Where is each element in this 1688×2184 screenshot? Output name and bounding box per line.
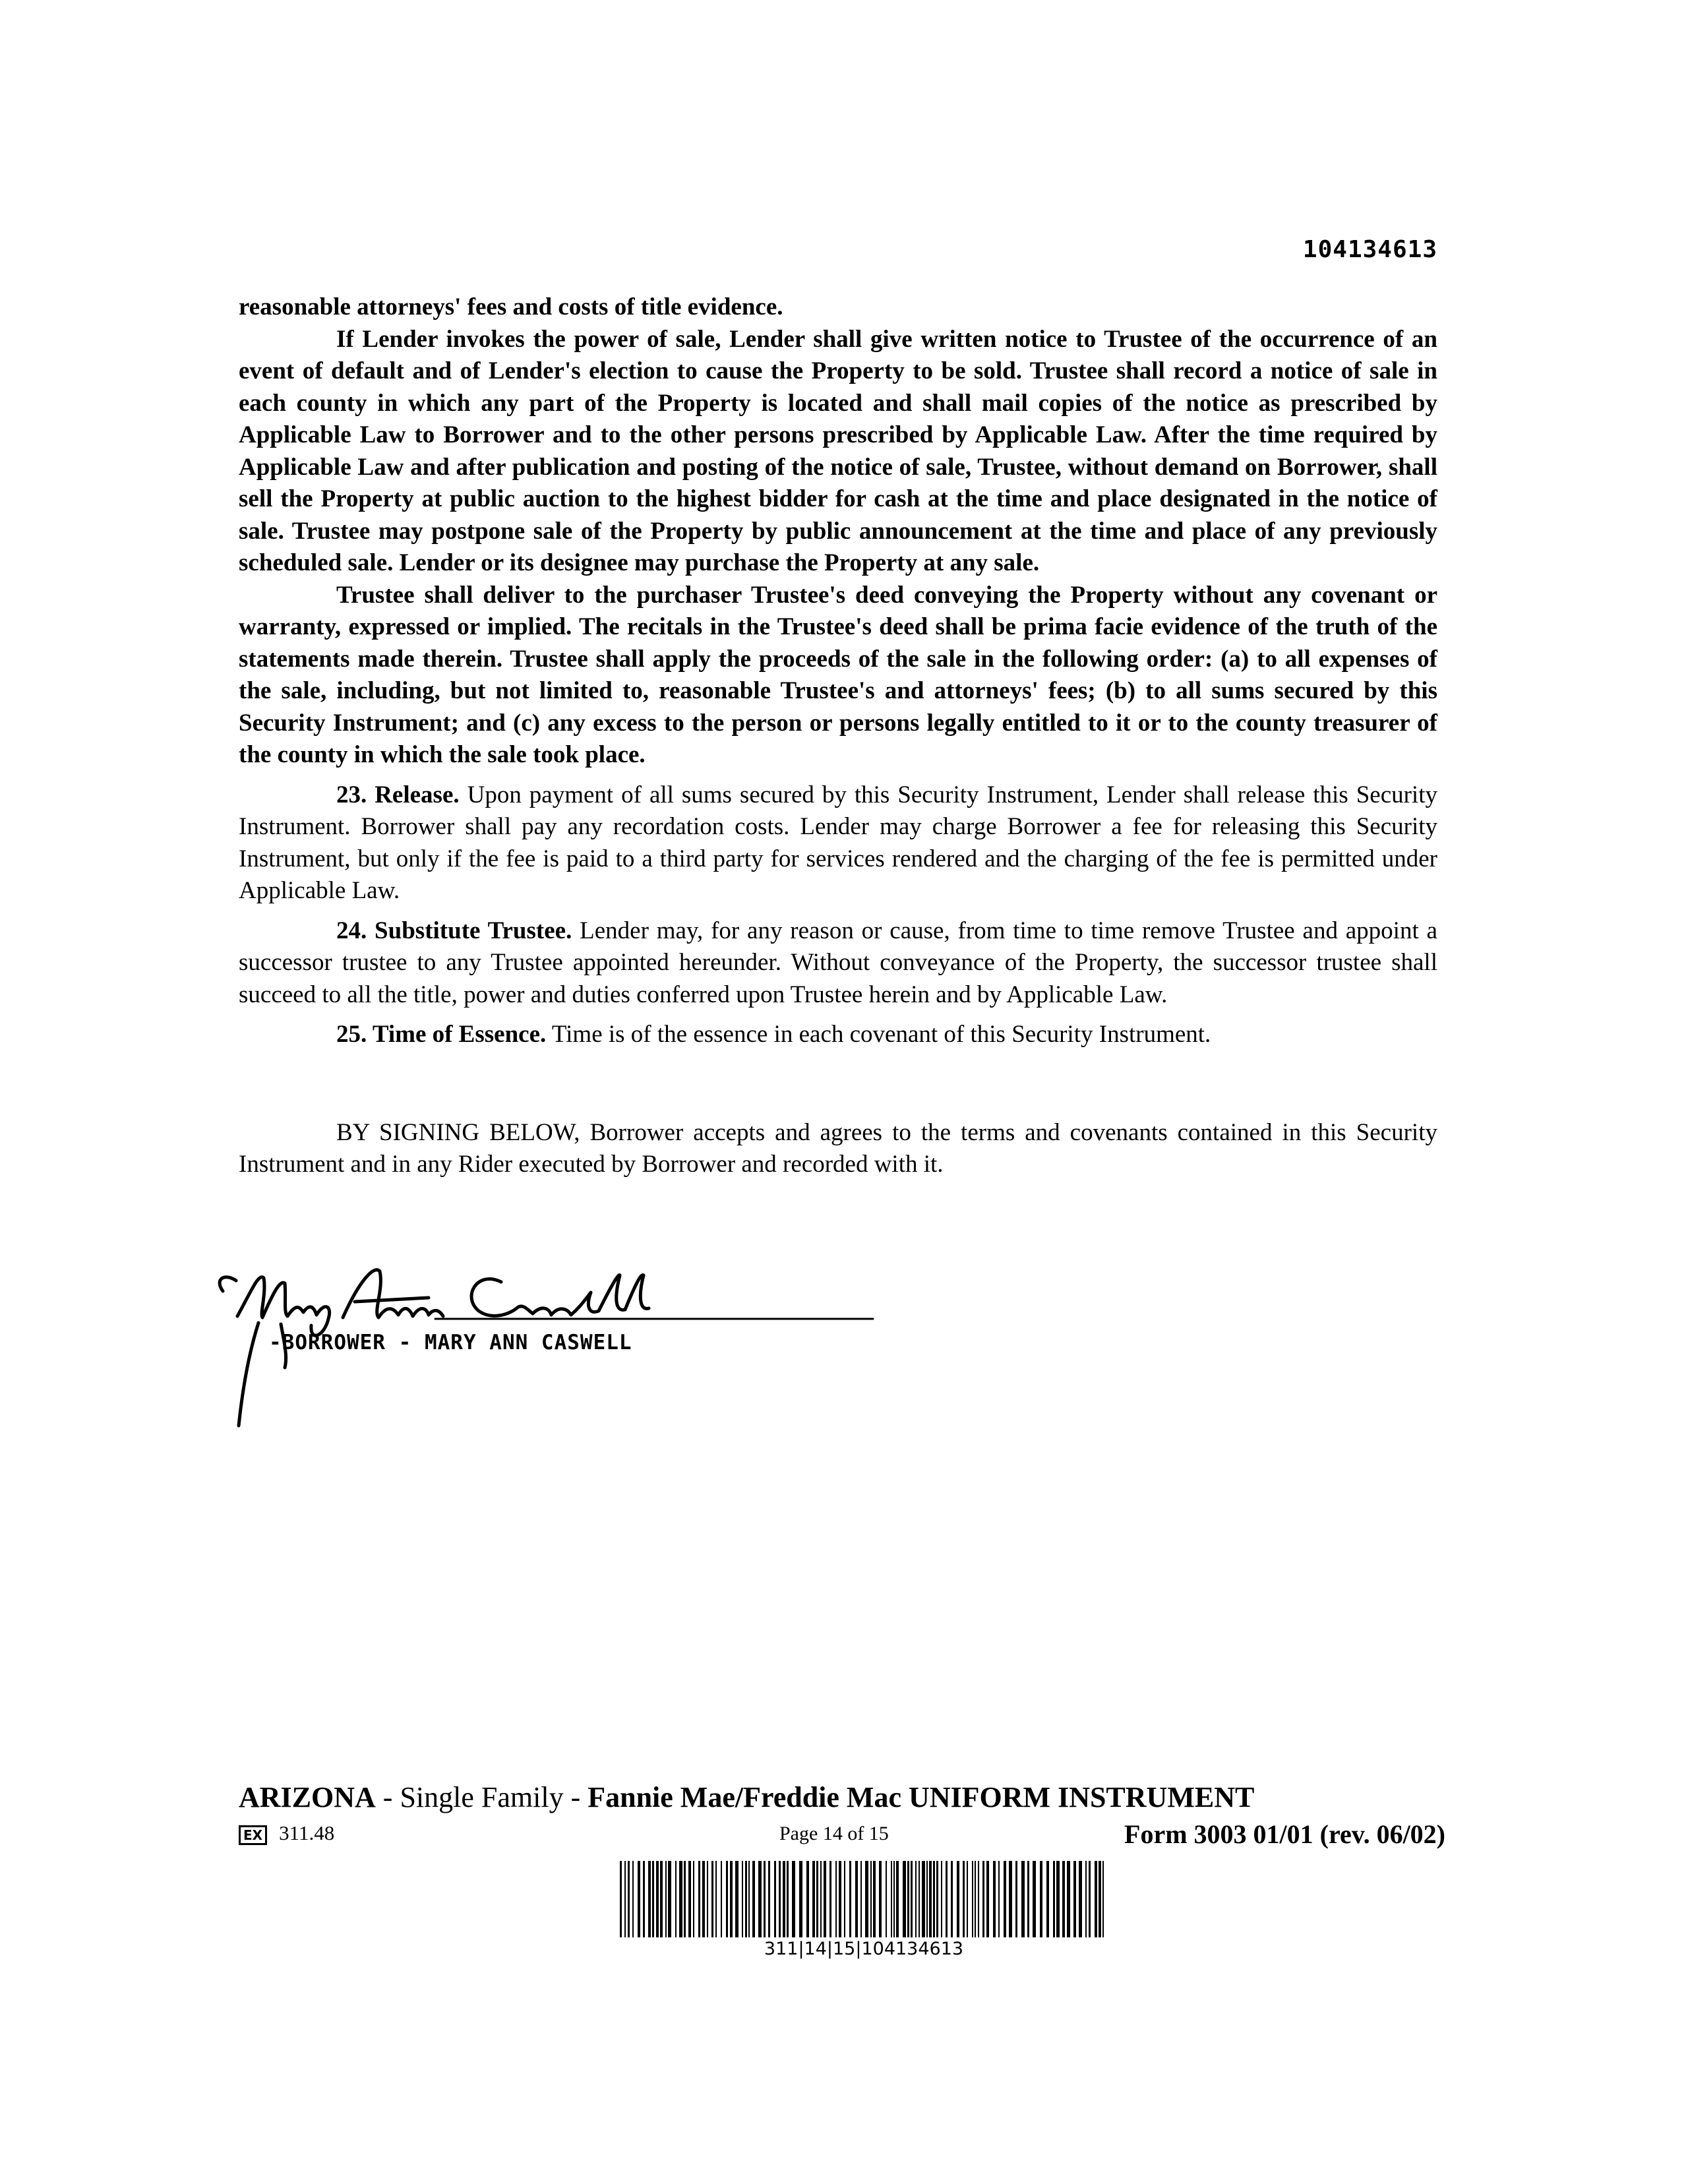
borrower-name-label: -BORROWER - MARY ANN CASWELL [269,1331,632,1354]
barcode-bar [620,1861,622,1937]
signing-statement: BY SIGNING BELOW, Borrower accepts and agrees to the terms and covenants contained in this Security Instrument and in any Rider executed by Borrower and recorded with it. [239,1118,1437,1178]
barcode-bar [1021,1861,1025,1937]
barcode-bar [978,1861,979,1937]
barcode-bar [643,1861,645,1937]
barcode-bar [779,1861,781,1937]
barcode-bar [839,1861,841,1937]
barcode-bar [844,1861,845,1937]
barcode-bar [632,1861,634,1937]
form-state: ARIZONA [239,1781,376,1813]
barcode-bar [812,1861,815,1937]
barcode-bar [1033,1861,1036,1937]
barcode-caption: 311|14|15|104134613 [764,1939,964,1959]
barcode-bar [1056,1861,1060,1937]
barcode-bar [929,1861,932,1937]
barcode-bar [998,1861,1000,1937]
barcode-bar [656,1861,659,1937]
barcode-bar [860,1861,862,1937]
barcode-bar [745,1861,747,1937]
page-number: Page 14 of 15 [779,1823,889,1844]
barcode-bar [926,1861,928,1937]
barcode-bar [849,1861,851,1937]
document-number: 104134613 [1302,236,1437,263]
barcode-bar [855,1861,858,1937]
barcode-bar [693,1861,694,1937]
barcode-bar [893,1861,895,1937]
barcode-bar [787,1861,789,1937]
section-25-heading: 25. Time of Essence. [336,1021,547,1048]
barcode-bar [1095,1861,1097,1937]
barcode-bar [679,1861,682,1937]
barcode-bar [660,1861,663,1937]
section-24-heading: 24. Substitute Trustee. [336,917,572,944]
barcode-bar [806,1861,809,1937]
form-number: Form 3003 01/01 (rev. 06/02) [1124,1819,1445,1849]
barcode-bar [726,1861,728,1937]
barcode-bar [1040,1861,1042,1937]
barcode-bar [963,1861,965,1937]
barcode-bar [941,1861,942,1937]
barcode-bar [721,1861,722,1937]
barcode-bar [986,1861,989,1937]
barcode-bar [715,1861,717,1937]
barcode-bar [799,1861,802,1937]
barcode-bar [922,1861,925,1937]
footer-code-block [239,1821,334,1845]
barcode-bar [824,1861,826,1937]
barcode-bar [648,1861,651,1937]
section-23-text: Upon payment of all sums secured by this Security Instrument, Lender shall release this Security Instrument. Borrower shall pay any recordation costs. Lender may charge Borrower a fee for releasing this Security Instrument, but only if the fee is paid to a third party for services rendered and the charging of the fee is permitted under Applicable Law. [239,781,1437,904]
barcode-bar [1067,1861,1070,1937]
barcode-bar [1079,1861,1082,1937]
barcode-bar [891,1861,892,1937]
section-23-release [239,779,1437,907]
barcode-bar [870,1861,872,1937]
barcode-bar [638,1861,640,1937]
barcode-bar [652,1861,654,1937]
barcode-bar [1009,1861,1012,1937]
barcode-bar [768,1861,770,1937]
barcode-bar [946,1861,948,1937]
barcode-bar [748,1861,750,1937]
barcode-bar [1046,1861,1049,1937]
barcode-bar [873,1861,876,1937]
section-25-text: Time is of the essence in each covenant of this Security Instrument. [546,1021,1211,1048]
barcode-bar [951,1861,953,1937]
barcode-bar [1085,1861,1087,1937]
barcode-bar [911,1861,913,1937]
barcode-bar [907,1861,909,1937]
barcode-bar [972,1861,973,1937]
barcode-bar [665,1861,667,1937]
barcode-bar [1089,1861,1091,1937]
barcode-bar [675,1861,677,1937]
barcode-bar [730,1861,733,1937]
paragraph-power-of-sale: If Lender invokes the power of sale, Lender shall give written notice to Trustee of the occurrence of an event of default and of Lender's election to cause the Property to be sold. Trustee shall record a notice of sale in each county in which any part of the Property is located and shall mail copies of the notice as prescribed by Applicable Law to Borrower and to the other persons prescribed by Applicable Law. After the time required by Applicable Law and after publication and posting of the notice of sale, Trustee, without demand on Borrower, shall sell the Property at public auction to the highest bidder for cash at the time and place designated in the notice of sale. Trustee may postpone sale of the Property by public announcement at the time and place of any previously scheduled sale. Lender or its designee may purchase the Property at any sale. [239,325,1437,576]
barcode-bar [936,1861,938,1937]
barcode-bar [758,1861,762,1937]
barcode-bar [993,1861,996,1937]
barcode-bar [982,1861,984,1937]
barcode [620,1861,1108,1937]
form-title [239,1780,1254,1814]
barcode-bar [1099,1861,1101,1937]
barcode-bar [688,1861,691,1937]
barcode-bar [957,1861,959,1937]
barcode-bar [967,1861,968,1937]
barcode-bar [835,1861,837,1937]
barcode-bar [1102,1861,1104,1937]
barcode-bar [1027,1861,1029,1937]
barcode-bar [896,1861,899,1937]
barcode-bar [903,1861,906,1937]
barcode-bar [816,1861,818,1937]
barcode-bar [1073,1861,1076,1937]
barcode-bar [628,1861,630,1937]
barcode-bar [624,1861,626,1937]
barcode-bar [711,1861,713,1937]
barcode-bar [1053,1861,1055,1937]
barcode-bar [1015,1861,1017,1937]
barcode-bar [879,1861,882,1937]
ex-logo-icon: EX [239,1825,267,1845]
footer-code: 311.48 [279,1821,335,1844]
barcode-bar [820,1861,822,1937]
barcode-bar [702,1861,705,1937]
paragraph-trustee-deed: Trustee shall deliver to the purchaser Trustee's deed conveying the Property without any covenant or warranty, expressed or implied. The recitals in the Trustee's deed shall be prima facie evidence of the truth of the statements made therein. Trustee shall apply the proceeds of the sale in the following order: (a) to all expenses of the sale, including, but not limited to, reasonable Trustee's and attorneys' fees; (b) to all sums secured by this Security Instrument; and (c) any excess to the person or persons legally entitled to it or to the county treasurer of the county in which the sale took place. [239,581,1437,768]
section-25-time-of-essence [239,1019,1437,1051]
section-23-heading: 23. Release. [336,781,460,808]
barcode-bar [684,1861,686,1937]
signature-block [211,1253,936,1438]
barcode-bar [764,1861,766,1937]
barcode-bar [792,1861,795,1937]
form-title-instrument: Fannie Mae/Freddie Mac UNIFORM INSTRUMENT [588,1781,1255,1813]
barcode-bar [774,1861,776,1937]
barcode-bar [919,1861,920,1937]
document-body [239,291,1437,1181]
barcode-bar [735,1861,738,1937]
barcode-bar [783,1861,785,1937]
barcode-bar [865,1861,868,1937]
barcode-bar [698,1861,700,1937]
barcode-bar [829,1861,831,1937]
barcode-bar [742,1861,743,1937]
barcode-bar [975,1861,976,1937]
paragraph-attorney-fees: reasonable attorneys' fees and costs of title evidence. [239,293,783,320]
section-24-substitute-trustee [239,915,1437,1012]
barcode-bar [886,1861,887,1937]
footer-row [239,1819,1445,1849]
barcode-bar [1062,1861,1065,1937]
barcode-bar [752,1861,755,1937]
form-title-mid: - Single Family - [375,1781,588,1813]
barcode-bar [668,1861,671,1937]
barcode-bar [1004,1861,1006,1937]
barcode-bar [707,1861,708,1937]
barcode-bar [915,1861,917,1937]
barcode-bar [933,1861,935,1937]
section-24-text: Lender may, for any reason or cause, from time to time remove Trustee and appoint a successor trustee to any Trustee appointed hereunder. Without conveyance of the Property, the successor trustee shall succeed to all the title, power and duties conferred upon Trustee herein and by Applicable Law. [239,917,1437,1008]
